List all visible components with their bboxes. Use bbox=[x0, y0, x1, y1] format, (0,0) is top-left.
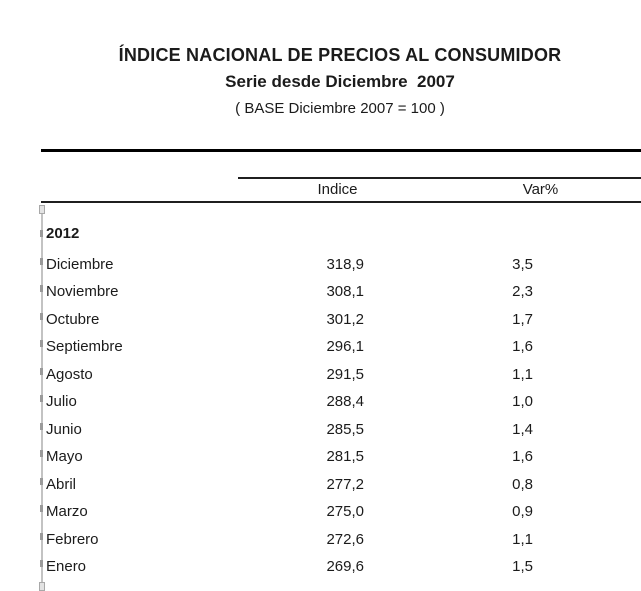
page-title: ÍNDICE NACIONAL DE PRECIOS AL CONSUMIDOR bbox=[118, 45, 562, 65]
var-cell: 0,9 bbox=[512, 503, 533, 521]
var-cell: 1,1 bbox=[512, 365, 533, 383]
month-cell: Febrero bbox=[46, 530, 99, 548]
month-cell: Noviembre bbox=[46, 283, 119, 301]
table-row bbox=[0, 553, 641, 581]
table-row bbox=[0, 416, 641, 444]
table-row bbox=[0, 278, 641, 306]
table-row bbox=[0, 388, 641, 416]
indice-cell: 296,1 bbox=[326, 338, 364, 356]
month-cell: Enero bbox=[46, 558, 87, 576]
month-cell: Mayo bbox=[46, 448, 83, 466]
var-cell: 1,4 bbox=[512, 420, 533, 438]
base-note: ( BASE Diciembre 2007 = 100 ) bbox=[235, 100, 445, 117]
column-header-indice: Indice bbox=[317, 181, 358, 198]
indice-cell: 272,6 bbox=[326, 530, 364, 548]
indice-cell: 318,9 bbox=[326, 255, 364, 273]
table-row bbox=[0, 306, 641, 334]
var-cell: 1,0 bbox=[512, 393, 533, 411]
var-cell: 3,5 bbox=[512, 255, 533, 273]
table-row bbox=[0, 251, 641, 279]
month-cell: Agosto bbox=[46, 365, 93, 383]
year-label: 2012 bbox=[46, 225, 80, 242]
var-cell: 0,8 bbox=[512, 475, 533, 493]
var-cell: 1,5 bbox=[512, 558, 533, 576]
var-cell: 1,6 bbox=[512, 338, 533, 356]
table-row bbox=[0, 361, 641, 389]
var-cell: 1,1 bbox=[512, 530, 533, 548]
indice-cell: 308,1 bbox=[326, 283, 364, 301]
table-row bbox=[0, 333, 641, 361]
table-row bbox=[0, 443, 641, 471]
month-cell: Diciembre bbox=[46, 255, 114, 273]
month-cell: Julio bbox=[46, 393, 77, 411]
var-cell: 1,7 bbox=[512, 310, 533, 328]
table-row bbox=[0, 526, 641, 554]
month-cell: Junio bbox=[46, 420, 82, 438]
column-header-var: Var% bbox=[522, 181, 559, 198]
indice-cell: 275,0 bbox=[326, 503, 364, 521]
indice-cell: 288,4 bbox=[326, 393, 364, 411]
var-cell: 2,3 bbox=[512, 283, 533, 301]
indice-cell: 285,5 bbox=[326, 420, 364, 438]
month-cell: Marzo bbox=[46, 503, 88, 521]
indice-cell: 281,5 bbox=[326, 448, 364, 466]
indice-cell: 301,2 bbox=[326, 310, 364, 328]
indice-cell: 277,2 bbox=[326, 475, 364, 493]
month-cell: Abril bbox=[46, 475, 77, 493]
indice-cell: 269,6 bbox=[326, 558, 364, 576]
page-subtitle: Serie desde Diciembre 2007 bbox=[225, 72, 455, 91]
month-cell: Octubre bbox=[46, 310, 100, 328]
table-row bbox=[0, 471, 641, 499]
month-cell: Septiembre bbox=[46, 338, 123, 356]
indice-cell: 291,5 bbox=[326, 365, 364, 383]
var-cell: 1,6 bbox=[512, 448, 533, 466]
table-row bbox=[0, 498, 641, 526]
